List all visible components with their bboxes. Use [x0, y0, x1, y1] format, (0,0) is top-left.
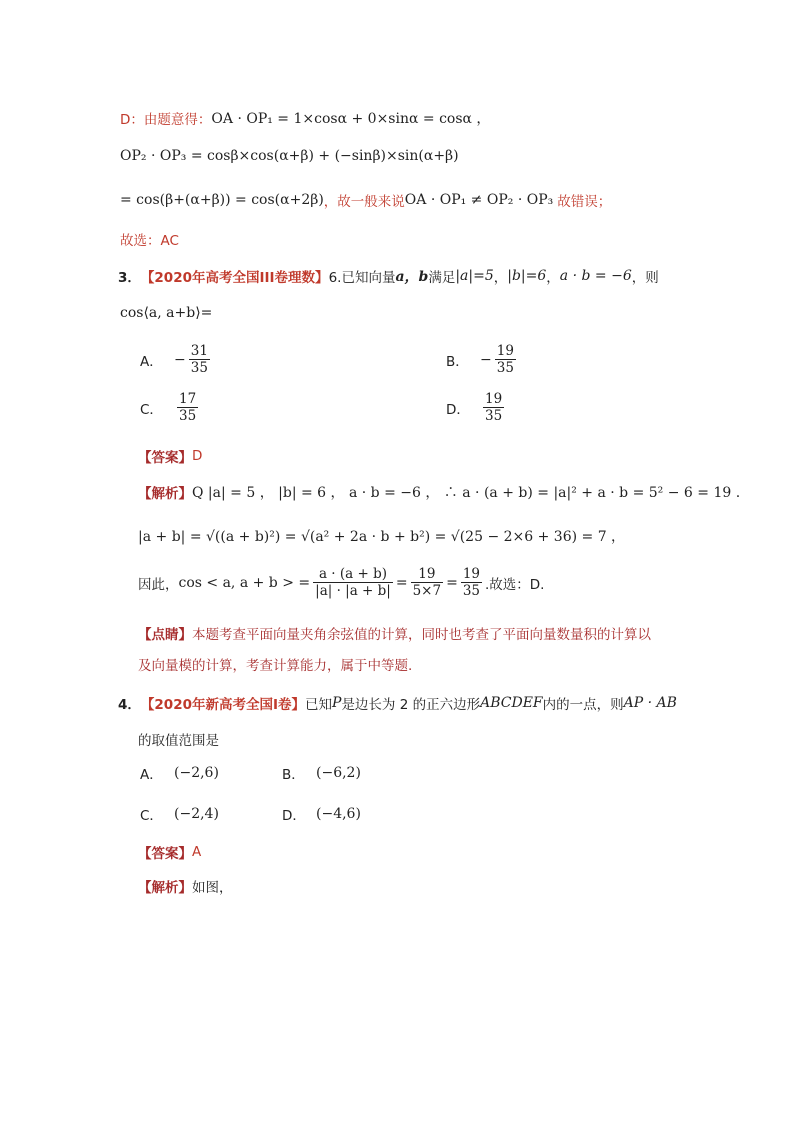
q3-remark-text-1: 本题考查平面向量夹角余弦值的计算，同时也考查了平面向量数量积的计算以 — [192, 627, 651, 643]
q4-answer-tag: 【答案】 — [138, 846, 192, 862]
q2-line-2 — [120, 148, 459, 164]
q2-op2-op3-expression: OP₂ · OP₃ = cosβ×cos(α+β) + (−sinβ)×sin(α+β) — [120, 148, 459, 164]
q3-option-d-fraction — [483, 391, 504, 424]
q2-d-label: D：由题意得： — [120, 112, 212, 128]
q4-analysis-line — [138, 876, 233, 896]
q4-option-b[interactable] — [282, 763, 361, 783]
q3-answer-tag: 【答案】 — [138, 450, 192, 466]
q3-analysis-l3-f2-den: 5×7 — [412, 583, 442, 599]
q3-answer-line — [138, 446, 202, 466]
q3-stem-c: ，则 — [631, 270, 659, 286]
q2-d-expression: OA · OP₁ = 1×cosα + 0×sinα = cosα ， — [211, 111, 491, 127]
q3-option-a-sign: − — [174, 351, 186, 368]
q3-analysis-line-1 — [138, 482, 740, 502]
q3-ask — [120, 305, 212, 321]
q3-analysis-expression-2: |a + b| = √((a + b)²) = √(a² + 2a · b + b²) = √(25 − 2×6 + 36) = 7 ， — [138, 529, 626, 545]
q3-option-b-label: B． — [446, 353, 469, 370]
q3-vars: a，b — [395, 269, 429, 285]
q4-number: 4． — [118, 697, 141, 713]
q3-analysis-l3-eq-1: = — [395, 574, 408, 591]
q4-option-a-value: (−2,6) — [174, 765, 219, 781]
q3-option-d-den: 35 — [485, 408, 503, 424]
q3-analysis-l3-f1-num: a · (a + b) — [318, 566, 388, 582]
q4-hexagon-name: ABCDEF — [480, 695, 543, 711]
q3-analysis-l3-f3-den: 35 — [462, 583, 480, 599]
q4-option-b-label: B． — [282, 767, 305, 783]
q3-analysis-l3-expression: cos < a, a + b > = — [178, 574, 311, 591]
q4-source: 【2020年新高考全国Ⅰ卷】 — [140, 697, 306, 713]
q3-analysis-l3-fraction-2 — [411, 566, 444, 599]
q3-stem-a: 6.已知向量 — [328, 270, 396, 286]
q2-option-d-line — [120, 108, 490, 128]
q3-option-d[interactable] — [446, 391, 507, 424]
q3-remark-line-2: 及向量模的计算，考查计算能力，属于中等题. — [138, 658, 413, 674]
q3-analysis-l3-f2-num: 19 — [418, 566, 436, 582]
q3-option-d-num: 19 — [485, 391, 503, 407]
q3-option-d-label: D． — [446, 401, 470, 418]
q3-option-a-label: A． — [140, 353, 163, 370]
q3-analysis-expression-1: Q |a| = 5 ， |b| = 6 ， a · b = −6 ， ∴ a · (a + b) = |a|² + a · b = 5² − 6 = 19 . — [192, 485, 741, 501]
q3-option-b-sign: − — [480, 351, 492, 368]
q3-option-b-den: 35 — [496, 360, 514, 376]
q3-analysis-l3-tail: .故选：D. — [485, 576, 545, 593]
q3-analysis-l3-fraction-3 — [461, 566, 482, 599]
q3-remark-tag: 【点睛】 — [138, 627, 192, 643]
q4-var-p: P — [332, 695, 342, 711]
q3-cond-2: |b|=6 — [507, 268, 547, 284]
q3-analysis-l3-eq-2: = — [446, 574, 458, 591]
q2-line3-tail: 故错误； — [557, 194, 612, 210]
q3-cond-3: a · b = −6 — [559, 268, 632, 284]
q2-cos-expression: = cos(β+(α+β)) = cos(α+2β) — [120, 192, 324, 208]
q2-inequality-expression: OA · OP₁ ≠ OP₂ · OP₃ — [404, 192, 554, 208]
q4-option-b-value: (−6,2) — [316, 765, 361, 781]
q4-expression: AP · AB — [623, 695, 677, 711]
q4-option-d[interactable] — [282, 804, 361, 824]
q4-option-a-label: A． — [140, 767, 163, 783]
q3-analysis-line-3 — [138, 566, 544, 599]
q3-answer-value: D — [192, 448, 203, 464]
q3-analysis-l3-fraction-1 — [313, 566, 393, 599]
q3-cond-1: |a|=5 — [455, 268, 494, 284]
q4-option-d-value: (−4,6) — [316, 806, 361, 822]
q3-option-a-fraction — [189, 343, 210, 376]
q3-analysis-l3-pre: 因此， — [138, 576, 179, 593]
q3-ask-expression: cos⟨a, a+b⟩= — [120, 305, 213, 321]
q2-answer-line: 故选：AC — [120, 233, 179, 249]
q4-answer-line — [138, 842, 201, 862]
q3-option-a-num: 31 — [190, 343, 208, 359]
q3-analysis-line-2 — [138, 526, 625, 546]
q3-option-b-fraction — [495, 343, 516, 376]
q3-source: 【2020年高考全国III卷理数】 — [140, 270, 329, 286]
q3-number: 3． — [118, 270, 141, 286]
q3-option-c-den: 35 — [179, 408, 197, 424]
q4-option-a[interactable] — [140, 763, 219, 783]
q4-stem-c: 内的一点，则 — [542, 697, 624, 713]
q2-line3-text: ，故一般来说 — [323, 194, 405, 210]
q4-option-c-label: C． — [140, 808, 163, 824]
q4-option-d-label: D． — [282, 808, 306, 824]
q3-analysis-l3-f3-num: 19 — [462, 566, 480, 582]
q4-stem-b: 是边长为 2 的正六边形 — [341, 697, 481, 713]
q4-analysis-text: 如图， — [192, 880, 233, 896]
q4-analysis-tag: 【解析】 — [138, 880, 192, 896]
q4-stem-a: 已知 — [305, 697, 333, 713]
q3-remark-line-1 — [138, 623, 651, 643]
q3-option-a-den: 35 — [190, 360, 208, 376]
q3-option-c[interactable] — [140, 391, 201, 424]
q3-option-c-num: 17 — [179, 391, 197, 407]
q3-analysis-l3-f1-den: |a| · |a + b| — [315, 583, 391, 599]
q3-option-b-num: 19 — [496, 343, 514, 359]
q3-analysis-tag: 【解析】 — [138, 486, 192, 502]
q4-answer-value: A — [192, 844, 202, 860]
q4-option-c[interactable] — [140, 804, 219, 824]
q4-stem-2: 的取值范围是 — [138, 733, 219, 749]
q4-stem — [118, 693, 677, 713]
q3-option-c-label: C． — [140, 401, 163, 418]
q4-option-c-value: (−2,4) — [174, 806, 219, 822]
q2-line-3 — [120, 190, 611, 210]
q3-option-b[interactable] — [446, 343, 519, 376]
q3-option-c-fraction — [177, 391, 198, 424]
q3-stem: 3． 【2020年高考全国III卷理数】 6.已知向量 a，b 满足 |a|=5 ， |b|=6 ， a · b = −6 ，则 — [118, 268, 659, 286]
q3-option-a[interactable] — [140, 343, 213, 376]
q3-stem-b: 满足 — [428, 270, 456, 286]
